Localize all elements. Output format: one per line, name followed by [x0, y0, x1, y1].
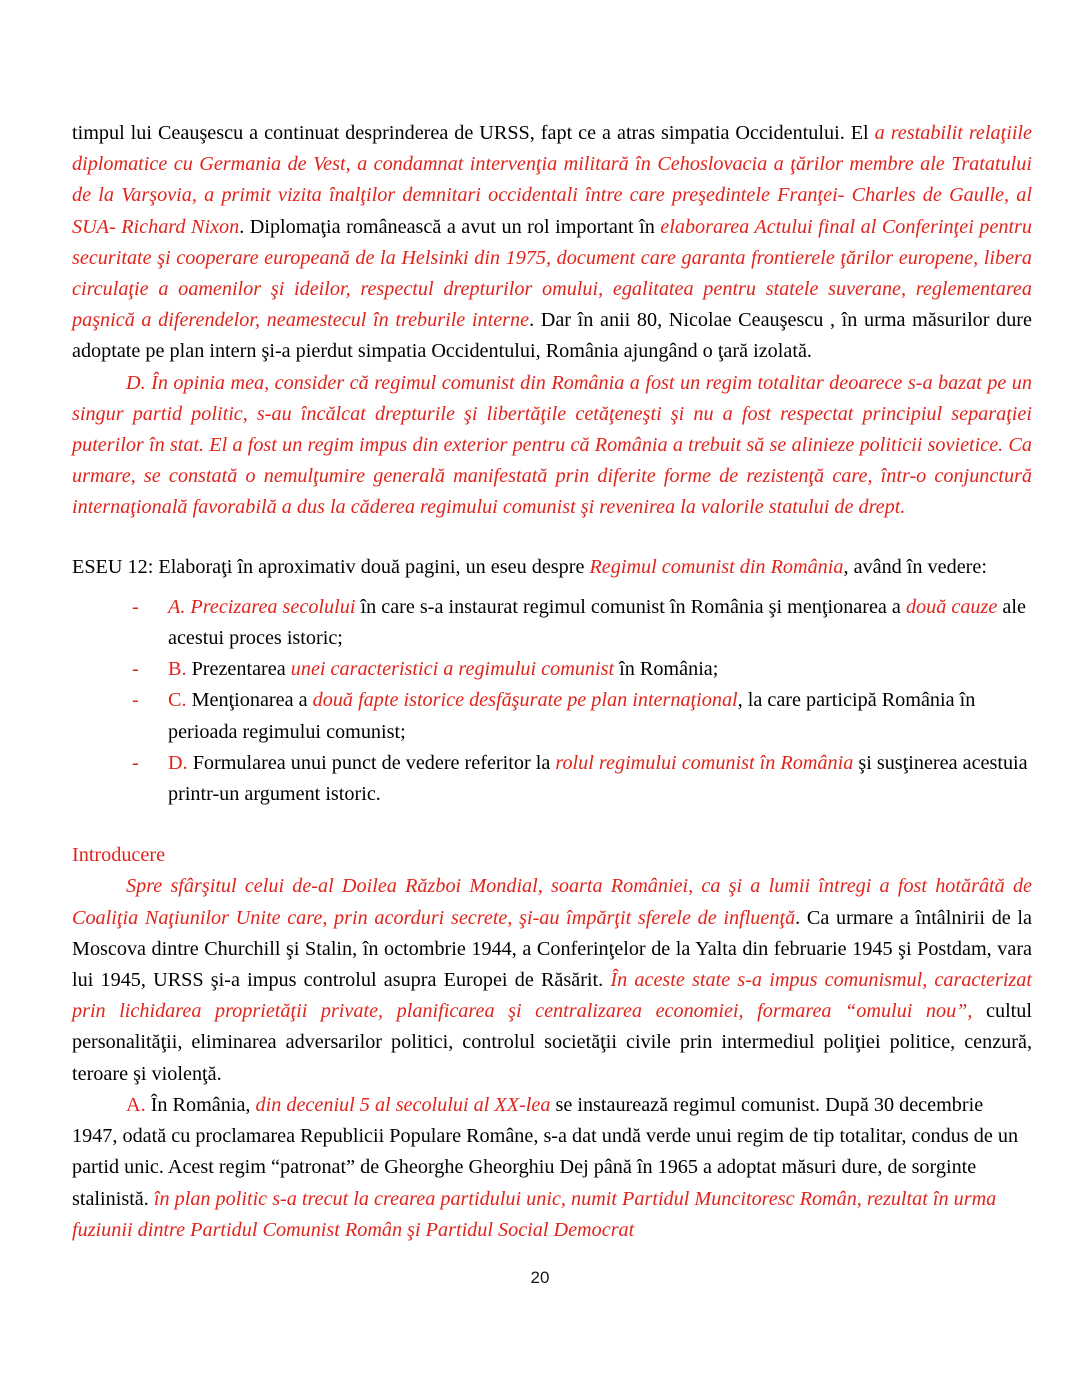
paragraph-opinion-d — [72, 368, 1032, 524]
para1-segment-3: . Diplomaţia românească a avut un rol important în — [239, 215, 661, 238]
bullet-b-tail: în România; — [614, 658, 719, 681]
para3-segment-1-highlight: Spre sfârşitul celui de-al Doilea Război Mondial, soarta României, ca şi a lumii întregi a fost hotărâtă de Coaliţia Naţiunilor Unite care, prin acorduri secrete, şi-au împărţit sferele de influenţă — [72, 875, 1032, 929]
eseu-topic-highlight: Regimul comunist din România — [589, 555, 844, 578]
eseu-requirements-list — [72, 592, 1032, 810]
bullet-a-label: A. Precizarea secolului — [168, 595, 356, 618]
bullet-c-label: C. — [168, 689, 187, 712]
para4-segment-2: În România, — [145, 1093, 256, 1116]
para3-segment-4: cultul personalităţii, eliminarea adversarilor politici, controlul societăţii civile prin intermediul poliţiei politice, cenzură, teroare şi violenţă. — [72, 1000, 1032, 1085]
bullet-c-middle: Menţionarea a — [186, 689, 313, 712]
para3-segment-2: . Ca urmare a întâlnirii de la Moscova dintre Churchill şi Stalin, în octombrie 1944, a Conferinţelor de la Yalta din februarie 1945 şi Postdam, vara lui 1945, URSS şi-a impus controlul asupra Europei de Răsărit. — [72, 906, 1032, 992]
paragraph-ceausescu-detente — [72, 118, 1032, 368]
para1-segment-1: timpul lui Ceauşescu a continuat desprinderea de URSS, fapt ce a atras simpatia Occidentului. El — [72, 122, 875, 144]
bullet-dash-icon: - — [132, 751, 139, 774]
para4-segment-3-highlight: din deceniul 5 al secolului al XX-lea — [255, 1093, 551, 1116]
bullet-a-tail: ale acestui proces istoric; — [168, 595, 1026, 650]
bullet-b-middle: Prezentarea — [186, 658, 291, 681]
bullet-dash-icon: - — [132, 595, 139, 618]
bullet-c-tail: , la care participă România în perioada regimului comunist; — [168, 689, 976, 743]
bullet-a-emphasis: două cauze — [905, 595, 998, 618]
bullet-d-emphasis: rolul regimului comunist în România — [555, 751, 854, 774]
para1-segment-5: . Dar în anii 80, Nicolae Ceauşescu , în urma măsurilor dure adoptate pe plan intern şi-a pierdut simpatia Occidentului, România ajungând o ţară izolată. — [72, 309, 1032, 363]
list-item — [72, 685, 1032, 747]
list-item — [72, 654, 1032, 685]
bullet-a-middle: în care s-a instaurat regimul comunist în România şi menţionarea a — [355, 595, 906, 618]
para1-segment-4-highlight: elaborarea Actului final al Conferinţei pentru securitate şi cooperare europeană de la Helsinki din 1975, document care garanta frontierele ţărilor europene, libera circulaţie a oamenilor şi ideilor, respectul drepturilor omului, egalitatea pentru statele suverane, reglementarea paşnică a diferendelor, neamestecul în treburile interne — [72, 215, 1032, 332]
eseu-segment-3: , având în vedere: — [843, 555, 987, 578]
bullet-dash-icon: - — [132, 658, 139, 681]
bullet-d-tail: şi susţinerea acestuia printr-un argument istoric. — [168, 751, 1028, 806]
paragraph-introducere-body — [72, 871, 1032, 1089]
bullet-d-middle: Formularea unui punct de vedere referitor la — [187, 751, 556, 774]
eseu-12-prompt — [72, 552, 1032, 583]
para3-segment-3-highlight: În aceste state s-a impus comunismul, caracterizat prin lichidarea proprietăţii private, planificarea şi centralizarea economiei, formarea “omului nou”, — [72, 969, 1032, 1023]
spacer-before-introducere — [72, 810, 1032, 840]
para4-label-a: A. — [126, 1093, 146, 1116]
para4-segment-5-highlight: în plan politic s-a trecut la crearea partidului unic, numit Partidul Muncitoresc Român, rezultat în urma fuziunii dintre Partidul Comunist Român şi Partidul Social Democrat — [72, 1187, 997, 1241]
list-item — [72, 748, 1032, 810]
spacer-before-bullets — [72, 583, 1032, 592]
section-heading-introducere — [72, 840, 1032, 871]
bullet-c-emphasis: două fapte istorice desfăşurate pe plan internaţional — [312, 689, 738, 712]
para2-text-highlight: D. În opinia mea, consider că regimul comunist din România a fost un regim totalitar deoarece s-a bazat pe un singur partid politic, s-au încălcat drepturile şi libertăţile cetăţeneşti şi nu a fost respectat principiul separaţiei puterilor în stat. El a fost un regim impus din exterior pentru că România a trebuit să se alinieze politicii sovietice. Ca urmare, se constată o nemulţumire generală manifestată prin diferite forme de rezistenţă care, într-o conjunctură internaţională favorabilă a dus la căderea regimului comunist şi revenirea la valorile statului de drept. — [72, 371, 1032, 519]
spacer-before-eseu — [72, 524, 1032, 552]
document-page — [72, 118, 1032, 1246]
bullet-b-label: B. — [168, 658, 187, 681]
bullet-dash-icon: - — [132, 689, 139, 712]
list-item — [72, 592, 1032, 654]
introducere-label: Introducere — [72, 844, 166, 867]
para4-segment-4: se instaurează regimul comunist. După 30 decembrie 1947, odată cu proclamarea Republicii Populare Române, s-a dat undă verde unui regim de tip totalitar, condus de un partid unic. Acest regim “patronat” de Gheorghe Gheorghiu Dej până în 1965 a adoptat măsuri dure, de sorginte stalinistă. — [72, 1093, 1019, 1210]
bullet-d-label: D. — [168, 751, 188, 774]
para1-segment-2-highlight: a restabilit relaţiile diplomatice cu Germania de Vest, a condamnat intervenţia militară în Cehoslovacia a ţărilor membre ale Tratatului de la Varşovia, a primit vizita înalţilor demnitari occidentali între care preşedintele Franţei- Charles de Gaulle, al SUA- Richard Nixon — [72, 122, 1032, 238]
page-number: 20 — [530, 1268, 550, 1287]
eseu-segment-1: ESEU 12: Elaboraţi în aproximativ două pagini, un eseu despre — [72, 555, 590, 578]
bullet-b-emphasis: unei caracteristici a regimului comunist — [290, 658, 615, 681]
paragraph-romania-comunism — [72, 1090, 1032, 1246]
